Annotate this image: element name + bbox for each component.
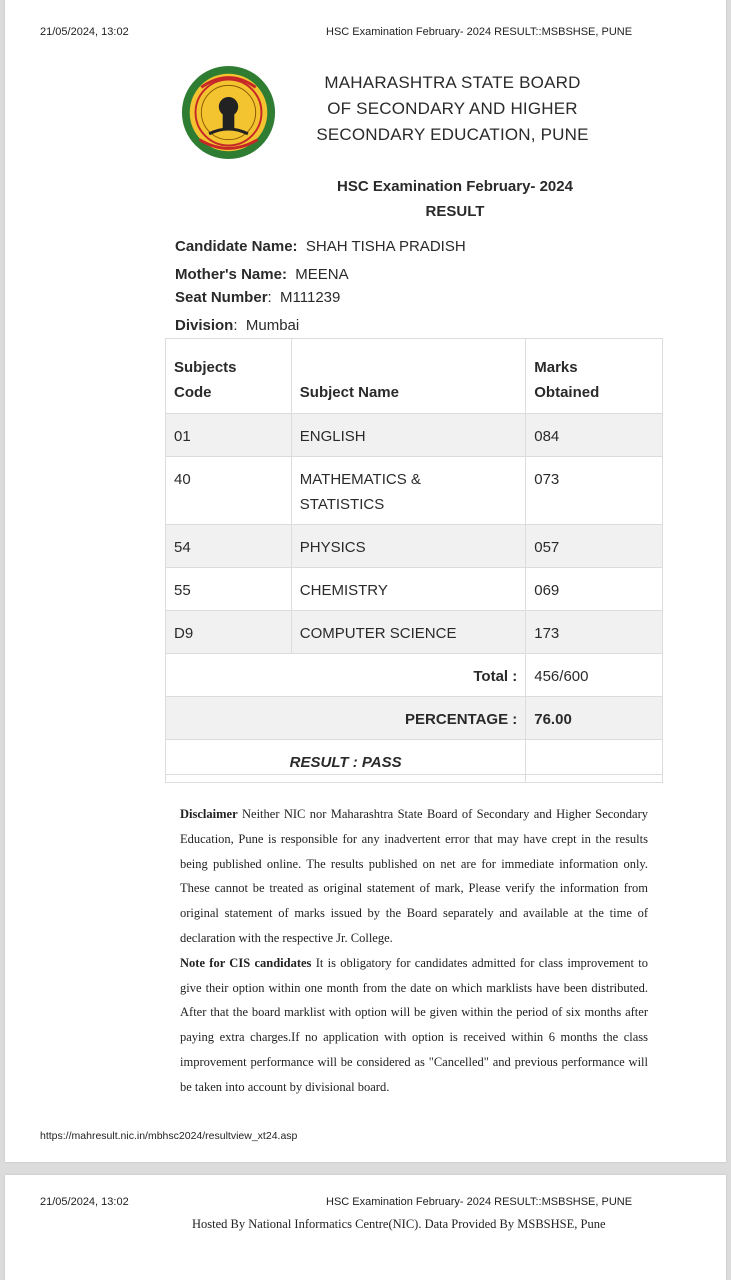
mother-name-row: Mother's Name: MEENA — [175, 266, 349, 283]
table-row — [166, 568, 663, 611]
percentage-label: PERCENTAGE : — [166, 697, 526, 740]
subject-marks: 173 — [526, 611, 663, 654]
result-status: RESULT : PASS — [166, 740, 526, 783]
table-row — [166, 457, 663, 525]
cis-note-text: It is obligatory for candidates admitted for class improvement to give their option within one month from the date on which marklists have been distributed. After that the board marklist with option will be given within the period of six months after paying extra charges.If no application with option is received within 6 months the class improvement performance will be considered as "Cancelled" and previous performance will be taken into account by divisional board. — [180, 955, 648, 1094]
total-label: Total : — [166, 654, 526, 697]
page-url: https://mahresult.nic.in/mbhsc2024/resultview_xt24.asp — [40, 1130, 298, 1142]
cis-note-title: Note for CIS candidates — [180, 955, 312, 970]
print-datetime: 21/05/2024, 13:02 — [40, 1196, 129, 1208]
print-doc-title: HSC Examination February- 2024 RESULT::MSBSHSE, PUNE — [326, 26, 633, 38]
subject-name: PHYSICS — [291, 525, 525, 568]
disclaimer-text: Neither NIC nor Maharashtra State Board of Secondary and Higher Secondary Education, Pune is responsible for any inadvertent error that may have crept in the results being published online. The results published on net are for immediate information only. These cannot be treated as original statement of mark, Please verify the information from original statement of marks issued by the Board separately and available at the time of declaration with the respective Jr. College. — [180, 807, 649, 945]
hosted-by-note: Hosted By National Informatics Centre(NIC). Data Provided By MSBSHSE, Pune — [192, 1217, 606, 1231]
header-subject-name: Subject Name — [291, 339, 525, 414]
subject-name: ENGLISH — [291, 414, 525, 457]
subject-marks: 084 — [526, 414, 663, 457]
disclaimer-block — [180, 802, 648, 1100]
exam-title — [305, 174, 605, 224]
header-code-line-1: Subjects — [174, 359, 237, 376]
subject-code: 01 — [166, 414, 292, 457]
subject-name-line-1: MATHEMATICS & — [299, 471, 421, 488]
subject-name — [291, 457, 525, 525]
board-line-2: OF SECONDARY AND HIGHER — [327, 99, 578, 118]
subject-code: D9 — [166, 611, 292, 654]
mother-name-label: Mother's Name — [175, 266, 282, 283]
header-marks-obtained — [526, 339, 663, 414]
candidate-name-label: Candidate Name — [175, 238, 293, 255]
result-page-2 — [5, 1175, 726, 1280]
result-row — [166, 740, 663, 783]
total-value: 456/600 — [526, 654, 663, 697]
seat-number-row: Seat Number: M111239 — [175, 289, 341, 306]
result-empty-cell — [526, 740, 663, 783]
header-subject-code — [166, 339, 292, 414]
exam-title-line: HSC Examination February- 2024 — [337, 178, 573, 195]
seat-number-value: M111239 — [280, 289, 341, 306]
print-datetime: 21/05/2024, 13:02 — [40, 26, 129, 38]
candidate-name-value: SHAH TISHA PRADISH — [305, 238, 466, 255]
percentage-row — [166, 697, 663, 740]
total-row — [166, 654, 663, 697]
header-marks-line-2: Obtained — [534, 384, 600, 401]
cis-note-paragraph — [180, 951, 648, 1100]
board-line-3: SECONDARY EDUCATION, PUNE — [316, 125, 589, 144]
marks-table — [165, 338, 663, 783]
subject-name: COMPUTER SCIENCE — [291, 611, 525, 654]
subject-code: 40 — [166, 457, 292, 525]
subject-marks: 069 — [526, 568, 663, 611]
table-row — [166, 525, 663, 568]
result-heading: RESULT — [425, 203, 485, 220]
table-row — [166, 611, 663, 654]
board-line-1: MAHARASHTRA STATE BOARD — [324, 73, 581, 92]
division-value: Mumbai — [245, 317, 300, 334]
subject-marks: 073 — [526, 457, 663, 525]
disclaimer-paragraph — [180, 802, 648, 951]
subject-code: 55 — [166, 568, 292, 611]
subject-marks: 057 — [526, 525, 663, 568]
table-header-row — [166, 339, 663, 414]
disclaimer-title: Disclaimer — [180, 807, 238, 821]
table-row — [166, 414, 663, 457]
header-code-line-2: Code — [174, 384, 212, 401]
print-doc-title: HSC Examination February- 2024 RESULT::MSBSHSE, PUNE — [326, 1196, 633, 1208]
subject-name-line-2: STATISTICS — [299, 496, 385, 513]
divider — [165, 774, 663, 775]
candidate-name-row: Candidate Name: SHAH TISHA PRADISH — [175, 238, 466, 255]
mother-name-value: MEENA — [295, 266, 349, 283]
result-page-1 — [5, 0, 726, 1162]
subject-name: CHEMISTRY — [291, 568, 525, 611]
board-name — [300, 70, 605, 148]
header-marks-line-1: Marks — [534, 359, 578, 376]
seat-number-label: Seat Number — [175, 289, 268, 306]
subject-code: 54 — [166, 525, 292, 568]
division-row: Division: Mumbai — [175, 317, 300, 334]
msbshse-seal-logo — [180, 64, 277, 161]
division-label: Division — [175, 317, 234, 334]
percentage-value: 76.00 — [526, 697, 663, 740]
